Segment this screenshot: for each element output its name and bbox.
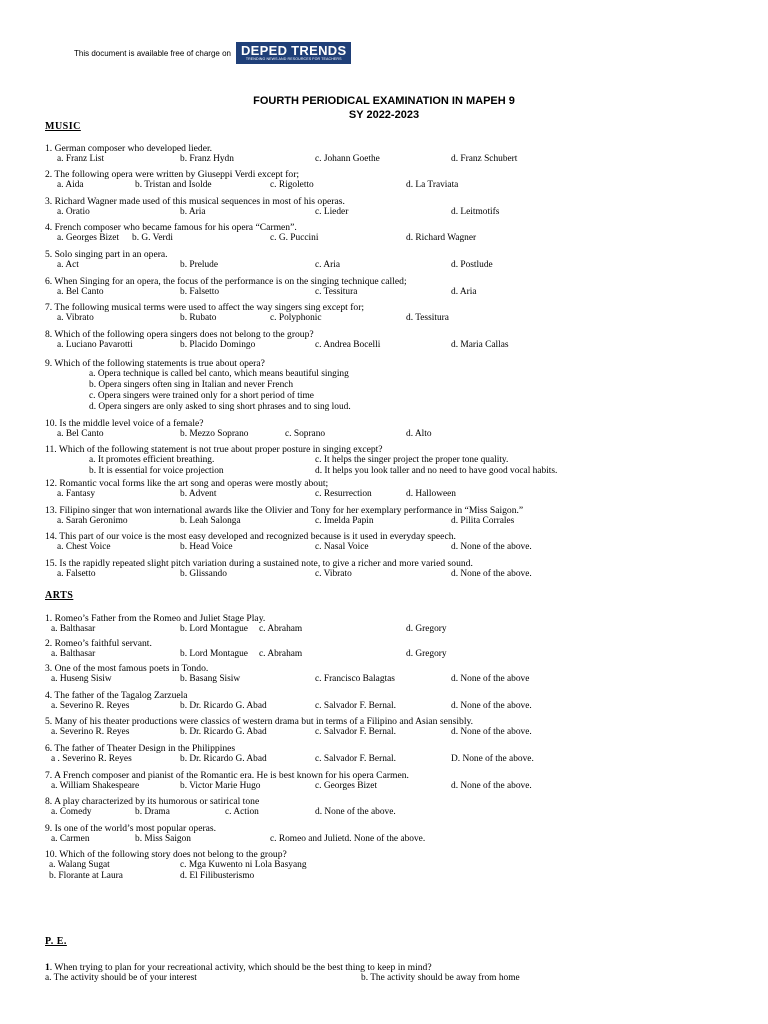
- option-c: c. It helps the singer project the proper tone quality.: [315, 455, 509, 465]
- music-question-5: [45, 249, 493, 271]
- option-b: b. Head Voice: [180, 542, 233, 552]
- arts-question-6: [45, 743, 534, 765]
- arts-question-1: [45, 613, 447, 635]
- option-d: d. Postlude: [451, 260, 493, 270]
- option-c: c. Vibrato: [315, 569, 352, 579]
- option-c: c. Abraham: [259, 624, 303, 634]
- option-a: a . Severino R. Reyes: [51, 754, 132, 764]
- music-question-8: [45, 329, 509, 351]
- question-text: 7. A French composer and pianist of the Romantic era. He is best known for his opera Carmen.: [45, 770, 409, 781]
- option-d: d. Opera singers are only asked to sing short phrases and to sing loud.: [89, 402, 351, 412]
- music-question-15: [45, 558, 532, 580]
- option-d: d. Pilita Corrales: [451, 516, 515, 526]
- option-c: c. Soprano: [285, 429, 326, 439]
- question-text: 14. This part of our voice is the most easy developed and recognized because is it used in everyday speech.: [45, 531, 456, 542]
- option-c: c. Mga Kuwento ni Lola Basyang: [180, 860, 307, 870]
- section-arts: ARTS: [45, 590, 74, 601]
- option-b: b. Dr. Ricardo G. Abad: [180, 754, 267, 764]
- option-a: a. Sarah Geronimo: [57, 516, 128, 526]
- option-b: b. Miss Saigon: [135, 834, 191, 844]
- question-text: 9. Is one of the world’s most popular operas.: [45, 823, 217, 834]
- music-question-14: [45, 531, 532, 553]
- option-c: c. Salvador F. Bernal.: [315, 701, 397, 711]
- option-d: D. None of the above.: [451, 754, 534, 764]
- music-question-4: [45, 222, 477, 244]
- option-c: c. Resurrection: [315, 489, 372, 499]
- arts-question-5: [45, 716, 532, 738]
- option-b: b. G. Verdi: [132, 233, 173, 243]
- option-b: b. Dr. Ricardo G. Abad: [180, 701, 267, 711]
- section-music: MUSIC: [45, 121, 81, 132]
- option-b: b. Aria: [180, 207, 206, 217]
- option-b: b. Lord Montague: [180, 624, 248, 634]
- source-banner: [74, 42, 351, 64]
- banner-text: This document is available free of charge on: [74, 48, 231, 58]
- school-year: SY 2022-2023: [348, 109, 420, 121]
- option-c: c. Romeo and Julietd. None of the above.: [270, 834, 426, 844]
- question-text: 15. Is the rapidly repeated slight pitch variation during a sustained note, to give a richer and more varied sound.: [45, 558, 473, 569]
- music-question-11: [45, 444, 558, 477]
- option-b: b. Opera singers often sing in Italian and never French: [89, 380, 294, 390]
- pe-question-1: [45, 962, 520, 984]
- option-a: a. Bel Canto: [57, 429, 104, 439]
- option-d: d. None of the above: [451, 674, 530, 684]
- option-d: d. Gregory: [406, 624, 447, 634]
- option-c: c. Salvador F. Bernal.: [315, 754, 397, 764]
- option-a: a. Balthasar: [51, 649, 96, 659]
- option-b: b. Lord Montague: [180, 649, 248, 659]
- option-c: c. Georges Bizet: [315, 781, 378, 791]
- option-d: d. None of the above.: [451, 781, 532, 791]
- option-d: d. None of the above.: [451, 542, 532, 552]
- option-d: d. None of the above.: [451, 727, 532, 737]
- option-d: d. It helps you look taller and no need to have good vocal habits.: [315, 466, 558, 476]
- option-c: c. Johann Goethe: [315, 154, 380, 164]
- option-b: b. Prelude: [180, 260, 219, 270]
- question-text: 13. Filipino singer that won international awards like the Olivier and Tony for her exemplary performance in “Miss Saigon.”: [45, 505, 524, 516]
- option-a: a. Fantasy: [57, 489, 96, 499]
- option-c: c. Aria: [315, 260, 340, 270]
- question-text: 12. Romantic vocal forms like the art song and operas were mostly about;: [45, 478, 329, 489]
- music-question-13: [45, 505, 523, 527]
- option-d: d. La Traviata: [406, 180, 459, 190]
- question-text: 8. Which of the following opera singers does not belong to the group?: [45, 329, 314, 340]
- option-b: b. Glissando: [180, 569, 227, 579]
- question-text: 1. Romeo’s Father from the Romeo and Juliet Stage Play.: [45, 613, 266, 624]
- arts-question-2: [45, 638, 447, 660]
- option-c: c. Nasal Voice: [315, 542, 369, 552]
- question-text: 2. Romeo’s faithful servant.: [45, 638, 152, 649]
- question-text: 1. German composer who developed lieder.: [45, 143, 213, 154]
- option-b: b. Mezzo Soprano: [180, 429, 249, 439]
- music-question-9: [45, 358, 351, 413]
- option-d: d. None of the above.: [451, 569, 532, 579]
- question-text: 10. Is the middle level voice of a female?: [45, 418, 204, 429]
- option-a: a. Act: [57, 260, 79, 270]
- option-a: a. Walang Sugat: [49, 860, 110, 870]
- option-a: a. Aida: [57, 180, 84, 190]
- option-b: b. Leah Salonga: [180, 516, 241, 526]
- music-question-2: [45, 169, 459, 191]
- option-b: b. Rubato: [180, 313, 217, 323]
- option-d: d. Franz Schubert: [451, 154, 518, 164]
- exam-title: FOURTH PERIODICAL EXAMINATION IN MAPEH 9: [253, 95, 515, 107]
- option-d: d. Halloween: [406, 489, 456, 499]
- question-text: 11. Which of the following statement is not true about proper posture in singing except?: [45, 444, 383, 455]
- option-b: b. Placido Domingo: [180, 340, 256, 350]
- arts-question-4: [45, 690, 532, 712]
- option-c: c. Andrea Bocelli: [315, 340, 381, 350]
- option-a: a. Falsetto: [57, 569, 96, 579]
- option-d: d. None of the above.: [451, 701, 532, 711]
- option-a: a. The activity should be of your interest: [45, 973, 197, 983]
- music-question-7: [45, 302, 449, 324]
- music-question-1: [45, 143, 518, 165]
- arts-question-10: [45, 849, 307, 882]
- option-d: d. El Filibusterismo: [180, 871, 255, 881]
- option-a: a. Severino R. Reyes: [51, 727, 130, 737]
- option-a: a. Carmen: [51, 834, 90, 844]
- option-c: c. Salvador F. Bernal.: [315, 727, 397, 737]
- music-question-6: [45, 276, 477, 298]
- option-b: b. Basang Sisiw: [180, 674, 241, 684]
- option-d: d. Tessitura: [406, 313, 449, 323]
- music-question-10: [45, 418, 432, 440]
- option-b: b. Advent: [180, 489, 217, 499]
- option-b: b. The activity should be away from home: [361, 973, 520, 983]
- question-text: 8. A play characterized by its humorous or satirical tone: [45, 796, 260, 807]
- option-a: a. William Shakespeare: [51, 781, 140, 791]
- arts-question-8: [45, 796, 396, 818]
- question-text: 7. The following musical terms were used to affect the way singers sing except for;: [45, 302, 365, 313]
- option-a: a. Severino R. Reyes: [51, 701, 130, 711]
- option-c: c. G. Puccini: [270, 233, 319, 243]
- option-a: a. Balthasar: [51, 624, 96, 634]
- question-text: 5. Solo singing part in an opera.: [45, 249, 168, 260]
- option-d: d. Alto: [406, 429, 432, 439]
- option-d: d. Leitmotifs: [451, 207, 500, 217]
- question-text: 1. When trying to plan for your recreational activity, which should be the best thing to keep in mind?: [45, 962, 432, 973]
- option-b: b. Tristan and Isolde: [135, 180, 212, 190]
- option-a: a. Luciano Pavarotti: [57, 340, 133, 350]
- option-a: a. Bel Canto: [57, 287, 104, 297]
- option-a: a. Vibrato: [57, 313, 94, 323]
- question-text: 9. Which of the following statements is true about opera?: [45, 358, 265, 369]
- question-text: 5. Many of his theater productions were classics of western drama but in terms of a Filipino and Asian sensibly.: [45, 716, 474, 727]
- question-text: 4. French composer who became famous for his opera “Carmen”.: [45, 222, 297, 233]
- option-c: c. Rigoletto: [270, 180, 314, 190]
- option-d: d. Maria Callas: [451, 340, 509, 350]
- option-a: a. Georges Bizet: [57, 233, 120, 243]
- option-d: d. Richard Wagner: [406, 233, 477, 243]
- option-b: b. Drama: [135, 807, 170, 817]
- option-c: c. Action: [225, 807, 259, 817]
- option-a: a. Opera technique is called bel canto, which means beautiful singing: [89, 369, 349, 379]
- option-b: b. Franz Hydn: [180, 154, 234, 164]
- music-question-3: [45, 196, 500, 218]
- question-text: 3. Richard Wagner made used of this musical sequences in most of his operas.: [45, 196, 345, 207]
- option-c: c. Lieder: [315, 207, 349, 217]
- question-text: 3. One of the most famous poets in Tondo.: [45, 663, 209, 674]
- option-b: b. Florante at Laura: [49, 871, 123, 881]
- option-c: c. Francisco Balagtas: [315, 674, 395, 684]
- option-b: b. Falsetto: [180, 287, 220, 297]
- option-d: d. Gregory: [406, 649, 447, 659]
- question-text: 2. The following opera were written by Giuseppi Verdi except for;: [45, 169, 300, 180]
- question-text: 10. Which of the following story does not belong to the group?: [45, 849, 287, 860]
- option-a: a. Comedy: [51, 807, 92, 817]
- option-c: c. Abraham: [259, 649, 303, 659]
- option-a: a. Chest Voice: [57, 542, 111, 552]
- option-b: b. Victor Marie Hugo: [180, 781, 261, 791]
- option-c: c. Tessitura: [315, 287, 358, 297]
- option-a: a. Huseng Sisiw: [51, 674, 112, 684]
- option-b: b. Dr. Ricardo G. Abad: [180, 727, 267, 737]
- option-c: c. Polyphonic: [270, 313, 322, 323]
- option-b: b. It is essential for voice projection: [89, 466, 224, 476]
- option-d: d. None of the above.: [315, 807, 396, 817]
- deped-trends-logo: DEPED TRENDS TRENDING NEWS AND RESOURCES FOR TEACHERS: [236, 42, 351, 64]
- option-d: d. Aria: [451, 287, 477, 297]
- question-text: 6. The father of Theater Design in the Philippines: [45, 743, 236, 754]
- option-a: a. Oratio: [57, 207, 90, 217]
- option-c: c. Opera singers were trained only for a short period of time: [89, 391, 314, 401]
- question-text: 6. When Singing for an opera, the focus of the performance is on the singing technique called;: [45, 276, 407, 287]
- option-c: c. Imelda Papin: [315, 516, 374, 526]
- arts-question-9: [45, 823, 426, 845]
- question-text: 4. The father of the Tagalog Zarzuela: [45, 690, 188, 701]
- section-pe: P. E.: [45, 936, 67, 947]
- arts-question-3: [45, 663, 530, 685]
- option-a: a. It promotes efficient breathing.: [89, 455, 215, 465]
- question-number: 1: [45, 962, 50, 973]
- option-a: a. Franz List: [57, 154, 105, 164]
- music-question-12: [45, 478, 456, 500]
- arts-question-7: [45, 770, 532, 792]
